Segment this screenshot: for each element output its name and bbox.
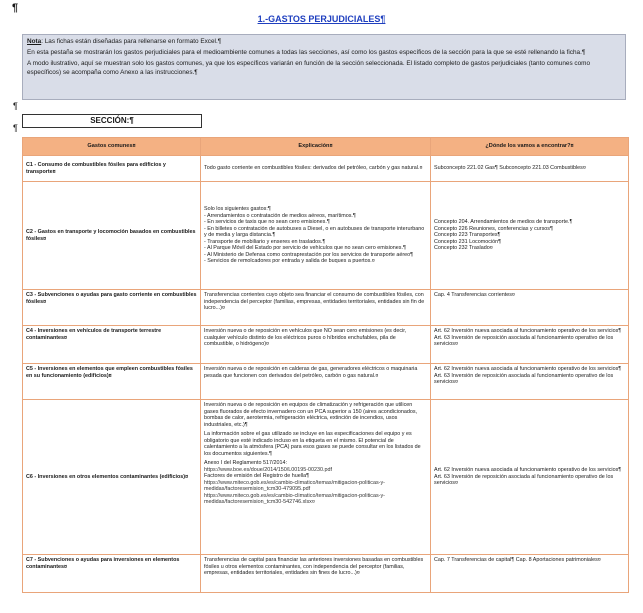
note-line-3: A modo ilustrativo, aquí se muestran solo los gastos comunes, ya que los específicos variarán en función de la sección seleccionada. El listado completo de gastos perjudiciales (tanto comunes como específicos) se acompaña como Anexo a las instrucciones.¶ xyxy=(27,60,591,76)
expenses-table xyxy=(22,137,629,593)
table-row xyxy=(23,400,629,555)
row-explanation: Inversión nueva o de reposición en equipos de climatización y refrigeración que utilicen gases fluorados de efecto invernadero con un PCA superior a 150 (aires acondicionados, bombas de calor, aerotermia, refrigeración eléctrica, extinción de incendios, usos industriales, etc.)¶ La información sobre el gas utilizado se incluye en las especificaciones del equipo y es obligatorio que esté indicado incluso en la etiqueta en el mismo. El potencial de calentamiento a la atmósfera (PCA) para esos gases se puede consultar en los listados de los documentos siguientes.¶ Anexo I del Reglamento 517/2014: https://www.boe.es/doue/2014/150/L00195-00230.pdf Factores de emisión del Registro de huella¶ https://www.miteco.gob.es/es/cambio-climatico/temas/mitigacion-politicas-y-medidas/factoresemision_tcm30-479095.pdf https://www.miteco.gob.es/es/cambio-climatico/temas/mitigacion-politicas-y-medidas/factoresemision_tcm30-542746.xlsx¤ xyxy=(201,400,431,555)
row-explanation: Inversión nueva o de reposición en vehículos que NO sean cero emisiones (es decir, cualquier vehículo distinto de los eléctricos puros o híbridos enchufables, pila de combustible, o hidrógeno)¤ xyxy=(201,326,431,364)
link-factores-pdf[interactable]: https://www.miteco.gob.es/es/cambio-climatico/temas/mitigacion-politicas-y-medidas/factoresemision_tcm30-479095.pdf xyxy=(204,479,385,492)
row-code: C6 - Inversiones en otros elementos contaminantes (edificios)¤ xyxy=(23,400,201,555)
row-code: C5 - Inversiones en elementos que empleen combustibles fósiles en su funcionamiento (edificios)¤ xyxy=(23,364,201,400)
note-label: Nota xyxy=(27,38,42,45)
list-item: Concepto 232 Traslado¤ xyxy=(434,245,493,252)
row-where: Cap. 4 Transferencias corrientes¤ xyxy=(431,290,629,326)
paragraph-mark: ¶ xyxy=(13,101,18,111)
table-header-row xyxy=(23,138,629,156)
list-item: - En servicios de taxis que no sean cero emisiones.¶ xyxy=(204,219,330,226)
list-item: - En billetes o contratación de autobuses a Diesel, o en autobuses de transporte interurbano y de media y larga distancia.¶ xyxy=(204,225,425,239)
row-code: C7 - Subvenciones o ayudas para inversiones en elementos contaminantes¤ xyxy=(23,555,201,593)
row-code: C2 - Gastos en transporte y locomoción basados en combustibles fósiles¤ xyxy=(23,182,201,290)
link-reglamento[interactable]: https://www.boe.es/doue/2014/150/L00195-00230.pdf xyxy=(204,466,332,473)
row-explanation: Solo los siguientes gastos:¶ - Arrendamientos o contratación de medios aéreos, marítimos.¶ - En servicios de taxis que no sean cero emisiones.¶ - En billetes o contratación de autobuses a Diesel, o en autobuses de transporte interurbano y de media y larga distancia.¶ - Transporte de mobiliario y enseres en traslados.¶ - Al Parque Móvil del Estado por servicio de vehículos que no sean cero emisiones.¶ - Al Ministerio de Defensa como contraprestación por los servicios de transporte aéreo¶ - Servicios de remolcadores por entrada y salida de buques a puertos.¤ xyxy=(201,182,431,290)
list-item: - Arrendamientos o contratación de medios aéreos, marítimos.¶ xyxy=(204,212,356,219)
note-line-2: En esta pestaña se mostrarán los gastos perjudiciales para el medioambiente comunes a todas las secciones, así como los gastos específicos de la sección para la que se esté rellenando la ficha.¶ xyxy=(27,49,586,57)
paragraph-mark: ¶ xyxy=(12,2,19,14)
row-where: Art. 62 Inversión nueva asociada al funcionamiento operativo de los servicios¶ Art. 63 Inversión de reposición asociada al funcionamiento operativo de los servicios¤ xyxy=(431,326,629,364)
section-field[interactable]: SECCIÓN:¶ xyxy=(22,114,202,128)
list-item: Concepto 226 Reuniones, conferencias y cursos¶ xyxy=(434,225,553,232)
row-explanation: Transferencias corrientes cuyo objeto sea financiar el consumo de combustibles fósiles, con independencia del perceptor (familias, empresas, entidades territoriales, entidades sin fin de lucro...)¤ xyxy=(201,290,431,326)
table-row xyxy=(23,555,629,593)
link-factores-xlsx[interactable]: https://www.miteco.gob.es/es/cambio-climatico/temas/mitigacion-politicas-y-medidas/factoresemision_tcm30-542746.xlsx¤ xyxy=(204,492,385,505)
header-donde-encontrar: ¿Dónde los vamos a encontrar?¤ xyxy=(431,138,629,156)
row-where: Art. 62 Inversión nueva asociada al funcionamiento operativo de los servicios¶ Art. 63 Inversión de reposición asociada al funcionamiento operativo de los servicios¤ xyxy=(431,400,629,555)
row-code: C1 - Consumo de combustibles fósiles para edificios y transporte¤ xyxy=(23,156,201,182)
row-where: Art. 62 Inversión nueva asociada al funcionamiento operativo de los servicios¶ Art. 63 Inversión de reposición asociada al funcionamiento operativo de los servicios¤ xyxy=(431,364,629,400)
table-row xyxy=(23,156,629,182)
note-box xyxy=(22,34,626,100)
row-where xyxy=(431,182,629,290)
table-row xyxy=(23,326,629,364)
table-row xyxy=(23,182,629,290)
note-line-1: Nota: Las fichas están diseñadas para rellenarse en formato Excel.¶ xyxy=(27,38,222,45)
table-row xyxy=(23,364,629,400)
list-item: Concepto 231 Locomoción¶ xyxy=(434,238,502,245)
list-item: - Al Ministerio de Defensa como contraprestación por los servicios de transporte aéreo¶ xyxy=(204,251,414,258)
list-item: Concepto 223 Transportes¶ xyxy=(434,232,501,239)
list-item: - Transporte de mobiliario y enseres en traslados.¶ xyxy=(204,238,326,245)
row-code: C3 - Subvenciones o ayudas para gasto corriente en combustibles fósiles¤ xyxy=(23,290,201,326)
header-gastos-comunes: Gastos comunes¤ xyxy=(23,138,201,156)
paragraph-mark: ¶ xyxy=(13,123,18,133)
header-explicacion: Explicación¤ xyxy=(201,138,431,156)
row-where: Subconcepto 221.02 Gas¶ Subconcepto 221.03 Combustibles¤ xyxy=(431,156,629,182)
row-where: Cap. 7 Transferencias de capital¶ Cap. 8 Aportaciones patrimoniales¤ xyxy=(431,555,629,593)
list-item: - Servicios de remolcadores por entrada y salida de buques a puertos.¤ xyxy=(204,258,375,265)
list-item: Concepto 204. Arrendamientos de medios de transporte.¶ xyxy=(434,219,573,226)
document-title: 1.-GASTOS PERJUDICIALES¶ xyxy=(257,14,386,24)
table-row xyxy=(23,290,629,326)
row-explanation: Inversión nueva o de reposición en calderas de gas, generadores eléctricos o maquinaria pesada que funcionen con derivados del petróleo, carbón o gas natural.¤ xyxy=(201,364,431,400)
list-item: - Al Parque Móvil del Estado por servicio de vehículos que no sean cero emisiones.¶ xyxy=(204,245,406,252)
row-code: C4 - Inversiones en vehículos de transporte terrestre contaminantes¤ xyxy=(23,326,201,364)
row-explanation: Transferencias de capital para financiar las anteriores inversiones basadas en combustibles fósiles u otros elementos contaminantes, con independencia del perceptor (familias, empresas, entidades territoriales, entidades sin fines de lucro...)¤ xyxy=(201,555,431,593)
row-explanation: Todo gasto corriente en combustibles fósiles: derivados del petróleo, carbón y gas natural.¤ xyxy=(201,156,431,182)
